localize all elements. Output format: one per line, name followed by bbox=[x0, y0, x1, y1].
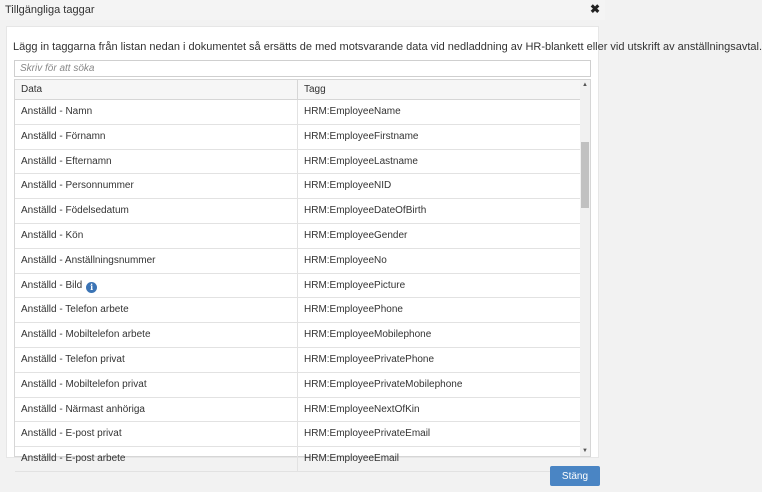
data-cell bbox=[15, 398, 298, 422]
instructions-text: Lägg in taggarna från listan nedan i dokumentet så ersätts de med motsvarande data vid nedladdning av HR-blankett eller vid utskrift av anställningsavtal. bbox=[13, 41, 762, 53]
dialog-title: Tillgängliga taggar bbox=[5, 4, 95, 16]
data-cell bbox=[15, 323, 298, 347]
table-row[interactable] bbox=[15, 422, 580, 447]
data-label: Anställd - Personnummer bbox=[21, 180, 134, 192]
data-cell bbox=[15, 100, 298, 124]
column-header-tag[interactable]: Tagg bbox=[304, 84, 326, 95]
data-label: Anställd - Förnamn bbox=[21, 130, 106, 142]
scroll-down-icon[interactable]: ▼ bbox=[582, 448, 588, 454]
dialog-titlebar bbox=[0, 0, 605, 20]
data-label: Anställd - Kön bbox=[21, 229, 84, 241]
info-icon[interactable]: i bbox=[86, 282, 97, 293]
data-cell bbox=[15, 348, 298, 372]
data-cell bbox=[15, 373, 298, 397]
data-label: Anställd - Namn bbox=[21, 106, 93, 117]
data-label: Anställd - Närmast anhöriga bbox=[21, 403, 145, 415]
table-row[interactable] bbox=[15, 298, 580, 323]
data-cell bbox=[15, 249, 298, 273]
tag-cell[interactable]: HRM:EmployeeGender bbox=[304, 229, 408, 241]
data-cell bbox=[15, 174, 298, 198]
scroll-up-icon[interactable]: ▲ bbox=[582, 82, 588, 88]
tag-cell[interactable]: HRM:EmployeeNo bbox=[304, 254, 387, 266]
data-label: Anställd - Födelsedatum bbox=[21, 205, 129, 217]
tag-cell[interactable]: HRM:EmployeeNID bbox=[304, 180, 392, 192]
tag-cell[interactable]: HRM:EmployeeMobilephone bbox=[304, 329, 432, 341]
table-scrollbar[interactable] bbox=[580, 80, 590, 456]
data-cell bbox=[15, 447, 298, 471]
table-row[interactable] bbox=[15, 274, 580, 299]
close-icon[interactable]: ✖ bbox=[589, 2, 600, 16]
tag-cell[interactable]: HRM:EmployeeDateOfBirth bbox=[304, 205, 427, 217]
tag-cell[interactable]: HRM:EmployeePhone bbox=[304, 304, 403, 316]
table-row[interactable] bbox=[15, 447, 580, 472]
tag-cell[interactable]: HRM:EmployeeLastname bbox=[304, 155, 418, 167]
search-input[interactable] bbox=[14, 60, 591, 77]
table-header bbox=[15, 80, 590, 100]
table-row[interactable] bbox=[15, 224, 580, 249]
data-label: Anställd - E-post privat bbox=[21, 428, 122, 440]
data-cell bbox=[15, 125, 298, 149]
table-row[interactable] bbox=[15, 398, 580, 423]
table-row[interactable] bbox=[15, 150, 580, 175]
data-label: Anställd - Efternamn bbox=[21, 155, 112, 167]
tag-cell[interactable]: HRM:EmployeePrivatePhone bbox=[304, 353, 435, 365]
table-row[interactable] bbox=[15, 249, 580, 274]
tag-cell[interactable]: HRM:EmployeePrivateMobilephone bbox=[304, 378, 463, 390]
scrollbar-thumb[interactable] bbox=[581, 142, 589, 208]
table-row[interactable] bbox=[15, 348, 580, 373]
data-label: Anställd - E-post arbete bbox=[21, 453, 126, 465]
data-cell bbox=[15, 150, 298, 174]
column-header-data[interactable]: Data bbox=[15, 80, 298, 99]
table-row[interactable] bbox=[15, 100, 580, 125]
tag-cell[interactable]: HRM:EmployeePicture bbox=[304, 279, 406, 291]
data-label: Anställd - Telefon arbete bbox=[21, 304, 129, 316]
data-label: Anställd - Bild bbox=[21, 279, 83, 291]
tag-cell[interactable]: HRM:EmployeeName bbox=[304, 106, 401, 117]
tags-table bbox=[14, 79, 591, 465]
table-row[interactable] bbox=[15, 199, 580, 224]
table-row[interactable] bbox=[15, 373, 580, 398]
table-row[interactable] bbox=[15, 323, 580, 348]
table-row[interactable] bbox=[15, 174, 580, 199]
tag-cell[interactable]: HRM:EmployeeEmail bbox=[304, 453, 400, 465]
data-label: Anställd - Telefon privat bbox=[21, 353, 125, 365]
table-row[interactable] bbox=[15, 125, 580, 150]
table-body bbox=[15, 100, 580, 472]
data-cell bbox=[15, 224, 298, 248]
data-label: Anställd - Anställningsnummer bbox=[21, 254, 156, 266]
data-label: Anställd - Mobiltelefon arbete bbox=[21, 329, 151, 341]
tag-cell[interactable]: HRM:EmployeePrivateEmail bbox=[304, 428, 431, 440]
data-cell bbox=[15, 274, 298, 298]
dialog-body bbox=[6, 26, 762, 465]
close-button[interactable]: Stäng bbox=[550, 466, 600, 486]
data-label: Anställd - Mobiltelefon privat bbox=[21, 378, 147, 390]
tag-cell[interactable]: HRM:EmployeeFirstname bbox=[304, 130, 419, 142]
data-cell bbox=[15, 298, 298, 322]
data-cell bbox=[15, 199, 298, 223]
tag-cell[interactable]: HRM:EmployeeNextOfKin bbox=[304, 403, 420, 415]
data-cell bbox=[15, 422, 298, 446]
